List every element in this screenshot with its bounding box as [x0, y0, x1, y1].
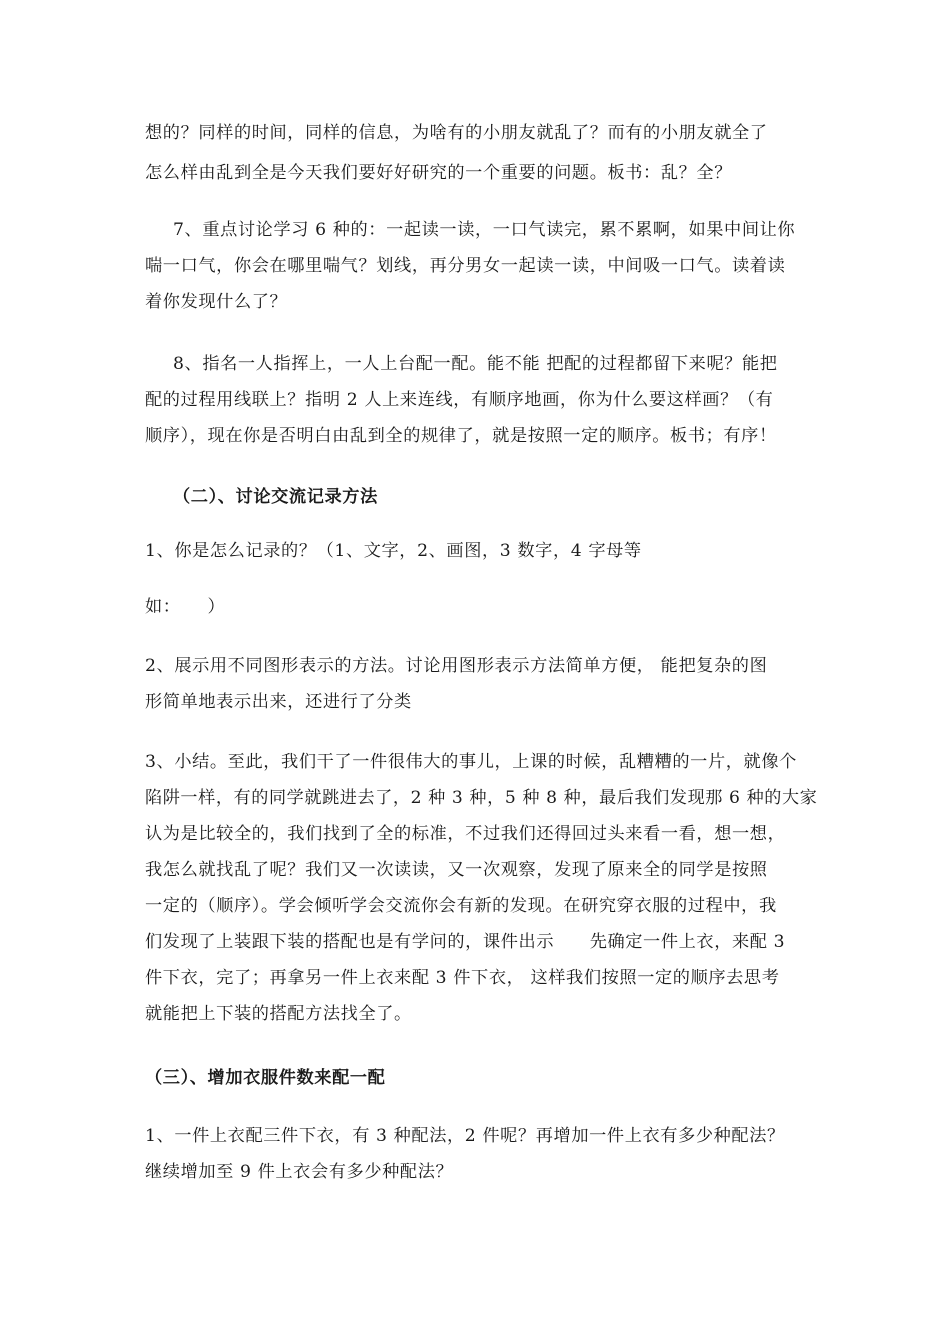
text-line: 继续增加至 9 件上衣会有多少种配法？	[145, 1162, 454, 1182]
heading-text: （二）、讨论交流记录方法	[173, 487, 378, 507]
text-line: 想的？同样的时间，同样的信息，为啥有的小朋友就乱了？而有的小朋友就全了	[145, 123, 768, 143]
text-line: 8、指名一人指挥上，一人上台配一配。能不能 把配的过程都留下来呢？能把	[173, 354, 778, 374]
text-line: 3、小结。至此，我们干了一件很伟大的事儿，上课的时候，乱糟糟的一片，就像个	[145, 752, 797, 772]
text-line: 形简单地表示出来，还进行了分类	[145, 692, 412, 712]
heading-text: （三）、增加衣服件数来配一配	[145, 1068, 386, 1088]
text-line: 陷阱一样，有的同学就跳进去了，2 种 3 种，5 种 8 种，最后我们发现那 6 种的大家	[145, 788, 818, 808]
text-line: 一定的（顺序）。学会倾听学会交流你会有新的发现。在研究穿衣服的过程中，我	[145, 896, 777, 916]
text-line: 就能把上下装的搭配方法找全了。	[145, 1004, 412, 1024]
text-line: 件下衣，完了；再拿另一件上衣来配 3 件下衣， 这样我们按照一定的顺序去思考	[145, 968, 780, 988]
text-line: 2、展示用不同图形表示的方法。讨论用图形表示方法简单方便， 能把复杂的图	[145, 656, 768, 676]
text-line: 怎么样由乱到全是今天我们要好好研究的一个重要的问题。板书：乱？全？	[145, 163, 732, 183]
text-line: 1、你是怎么记录的？（1、文字，2、画图，3 数字，4 字母等	[145, 541, 642, 561]
text-line: 我怎么就找乱了呢？我们又一次读读，又一次观察，发现了原来全的同学是按照	[145, 860, 768, 880]
text-line: 们发现了上装跟下装的搭配也是有学问的，课件出示 先确定一件上衣，来配 3	[145, 932, 786, 952]
text-line: 着你发现什么了？	[145, 292, 288, 312]
text-line: 顺序），现在你是否明白由乱到全的规律了，就是按照一定的顺序。板书；有序！	[145, 426, 777, 446]
text-line: 配的过程用线联上？指明 2 人上来连线，有顺序地画，你为什么要这样画？（有	[145, 390, 774, 410]
text-line: 喘一口气，你会在哪里喘气？划线，再分男女一起读一读，中间吸一口气。读着读	[145, 256, 786, 276]
text-line: 7、重点讨论学习 6 种的：一起读一读，一口气读完，累不累啊，如果中间让你	[173, 220, 796, 240]
text-line: 认为是比较全的，我们找到了全的标准，不过我们还得回过头来看一看，想一想，	[145, 824, 786, 844]
text-line: 如： ）	[145, 597, 226, 617]
text-line: 1、一件上衣配三件下衣，有 3 种配法，2 件呢？再增加一件上衣有多少种配法？	[145, 1126, 785, 1146]
